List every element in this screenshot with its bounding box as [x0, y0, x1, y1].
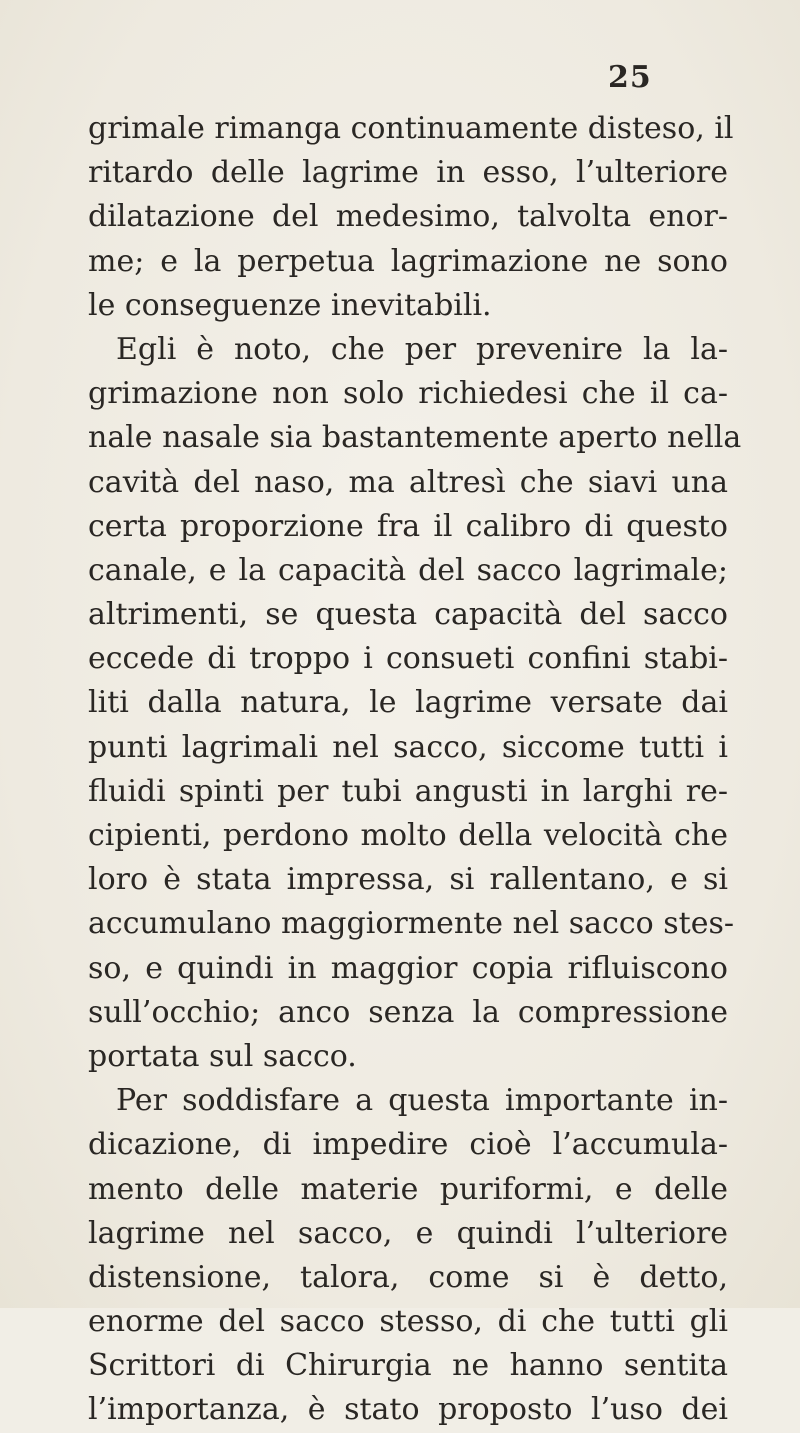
text-line: Scrittori di Chirurgia ne hanno sentita — [88, 1348, 728, 1384]
text-line: mento delle materie puriformi, e delle — [88, 1171, 728, 1207]
text-line: ritardo delle lagrime in esso, l’ulteriore — [88, 155, 728, 191]
text-line: dicazione, di impedire cioè l’accumula- — [88, 1127, 728, 1163]
text-line: liti dalla natura, le lagrime versate dai — [88, 685, 728, 721]
text-line: Per soddisfare a questa importante in- — [116, 1083, 728, 1119]
text-line: distensione, talora, come si è detto, — [88, 1259, 728, 1295]
text-line: fluidi spinti per tubi angusti in larghi re- — [88, 773, 728, 809]
text-line: grimale rimanga continuamente disteso, il — [88, 111, 734, 146]
text-line: enorme del sacco stesso, di che tutti gli — [88, 1304, 728, 1340]
text-line: accumulano maggiormente nel sacco stes- — [88, 906, 735, 942]
text-line: so, e quindi in maggior copia rifluiscono — [88, 950, 728, 986]
text-line: le conseguenze inevitabili. — [88, 287, 492, 323]
text-line: cipienti, perdono molto della velocità che — [88, 818, 728, 853]
text-line: lagrime nel sacco, e quindi l’ulteriore — [88, 1215, 728, 1251]
text-line: canale, e la capacità del sacco lagrimale; — [88, 552, 728, 588]
text-line: grimazione non solo richiedesi che il ca- — [88, 376, 728, 412]
text-line: altrimenti, se questa capacità del sacco — [88, 597, 728, 633]
text-line: certa proporzione fra il calibro di questo — [88, 508, 728, 544]
text-line: portata sul sacco. — [88, 1038, 357, 1074]
page-number: 25 — [608, 60, 652, 95]
text-line: loro è stata impressa, si rallentano, e si — [88, 862, 728, 898]
text-line: dilatazione del medesimo, talvolta enor- — [88, 199, 728, 235]
text-line: eccede di troppo i consueti confini stabi- — [88, 641, 728, 677]
text-line: punti lagrimali nel sacco, siccome tutti i — [88, 729, 728, 765]
text-line: cavità del naso, ma altresì che siavi una — [88, 464, 728, 500]
text-line: l’importanza, è stato proposto l’uso dei — [88, 1392, 728, 1428]
text-line: sull’occhio; anco senza la compressione — [88, 994, 728, 1030]
text-line: Egli è noto, che per prevenire la la- — [116, 331, 728, 367]
body-text — [88, 107, 742, 1433]
text-line: me; e la perpetua lagrimazione ne sono — [88, 243, 728, 279]
text-line: nale nasale sia bastantemente aperto nella — [88, 420, 742, 456]
